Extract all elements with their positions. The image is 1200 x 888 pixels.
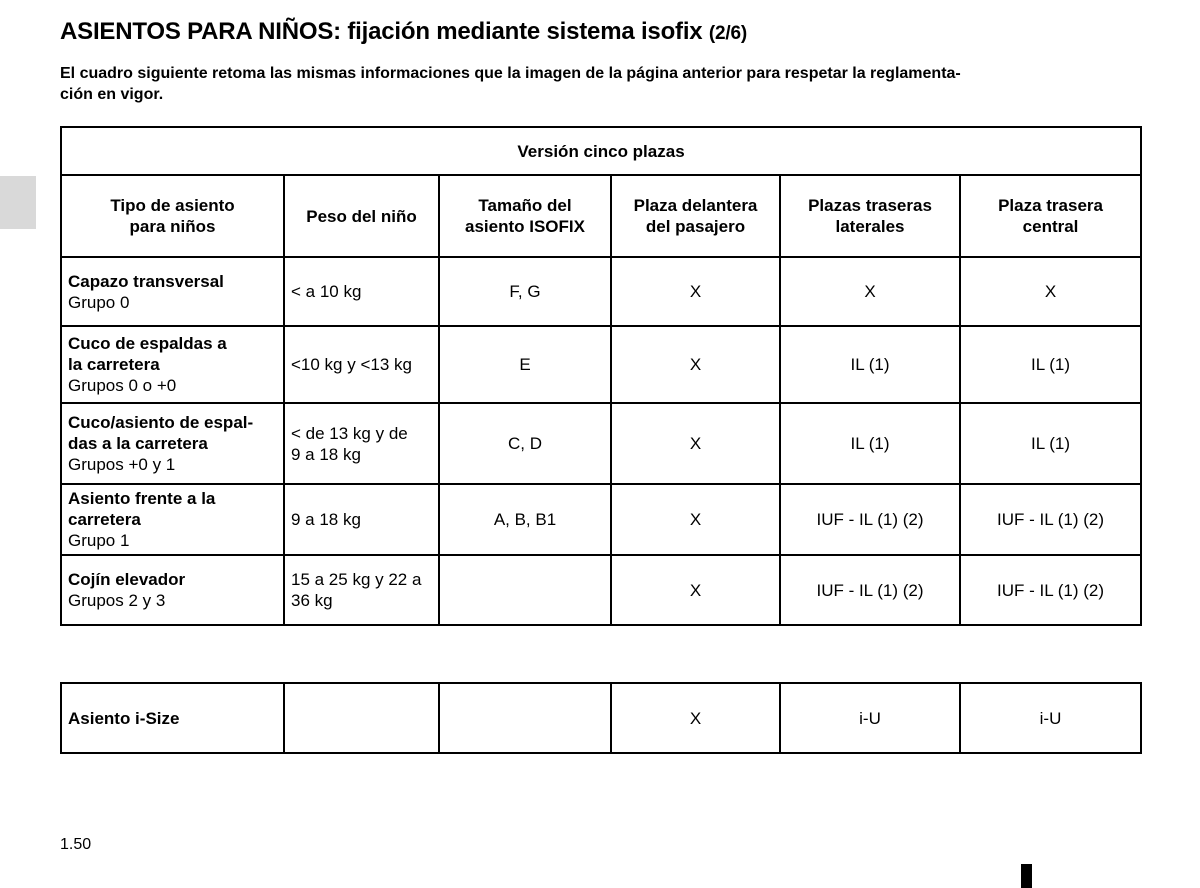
isize-rear-central-cell: i-U	[960, 683, 1141, 753]
seat-type-label: la carretera	[68, 355, 160, 374]
header-line: asiento ISOFIX	[465, 217, 585, 236]
weight-line: 36 kg	[291, 591, 333, 610]
section-tab-marker	[0, 176, 36, 229]
seat-group-label: Grupos +0 y 1	[68, 455, 176, 474]
header-line: del pasajero	[645, 217, 746, 236]
seat-type-cell	[61, 326, 284, 403]
weight-line: 9 a 18 kg	[291, 510, 361, 529]
seat-group-label: Grupos 0 o +0	[68, 376, 177, 395]
header-line: central	[1022, 217, 1079, 236]
child-weight-cell	[284, 326, 439, 403]
seat-group-label: Grupos 2 y 3	[68, 591, 166, 610]
page-edge-mark	[1021, 864, 1032, 888]
seat-type-cell	[61, 484, 284, 555]
seat-group-label: Grupo 1	[68, 531, 130, 550]
isize-rear-lateral-cell: i-U	[780, 683, 960, 753]
weight-line: 15 a 25 kg y 22 a	[291, 570, 422, 589]
header-child-weight	[284, 175, 439, 257]
isofix-compatibility-table	[60, 126, 1142, 626]
rear-lateral-cell: IUF - IL (1) (2)	[780, 555, 960, 625]
header-line: para niños	[129, 217, 216, 236]
rear-lateral-cell: IL (1)	[780, 326, 960, 403]
title-page-indicator: (2/6)	[708, 23, 747, 44]
seat-type-label: das a la carretera	[68, 434, 208, 453]
intro-line-1: El cuadro siguiente retoma las mismas informaciones que la imagen de la página anterior para respetar la reglamenta-	[60, 65, 961, 82]
table-caption: Versión cinco plazas	[61, 127, 1141, 175]
child-weight-cell	[284, 484, 439, 555]
front-passenger-cell: X	[611, 257, 780, 326]
seat-type-cell	[61, 555, 284, 625]
rear-central-cell: IL (1)	[960, 403, 1141, 484]
table-row	[61, 326, 1141, 403]
header-line: Plaza delantera	[633, 196, 758, 215]
rear-central-cell: IL (1)	[960, 326, 1141, 403]
caption-row	[61, 127, 1141, 175]
header-line: Tipo de asiento	[110, 196, 235, 215]
header-row	[61, 175, 1141, 257]
front-passenger-cell: X	[611, 484, 780, 555]
table-row	[61, 257, 1141, 326]
isize-size-cell	[439, 683, 611, 753]
rear-lateral-cell: IUF - IL (1) (2)	[780, 484, 960, 555]
intro-paragraph	[60, 63, 1142, 105]
weight-line: < a 10 kg	[291, 282, 362, 301]
seat-type-label: Cojín elevador	[68, 570, 186, 589]
header-line: Plaza trasera	[998, 196, 1103, 215]
seat-group-label: Grupo 0	[68, 292, 130, 312]
page-title	[60, 18, 747, 46]
header-seat-type	[61, 175, 284, 257]
child-weight-cell	[284, 555, 439, 625]
title-text: ASIENTOS PARA NIÑOS: fijación mediante sistema isofix	[60, 18, 703, 45]
header-front-passenger	[611, 175, 780, 257]
header-line: Plazas traseras	[808, 196, 932, 215]
seat-type-cell	[61, 257, 284, 326]
isize-weight-cell	[284, 683, 439, 753]
front-passenger-cell: X	[611, 326, 780, 403]
rear-central-cell: IUF - IL (1) (2)	[960, 484, 1141, 555]
isofix-size-cell: F, G	[439, 257, 611, 326]
rear-central-cell: X	[960, 257, 1141, 326]
isize-type-cell	[61, 683, 284, 753]
header-rear-lateral	[780, 175, 960, 257]
isize-label: Asiento i-Size	[68, 708, 180, 728]
rear-lateral-cell: X	[780, 257, 960, 326]
table-row	[61, 403, 1141, 484]
page-number: 1.50	[60, 836, 92, 853]
weight-line: < de 13 kg y de	[291, 423, 408, 443]
table-row	[61, 484, 1141, 555]
weight-line: 9 a 18 kg	[291, 444, 361, 464]
seat-type-label: Cuco de espaldas a	[68, 334, 227, 353]
front-passenger-cell: X	[611, 555, 780, 625]
rear-lateral-cell: IL (1)	[780, 403, 960, 484]
seat-type-cell	[61, 403, 284, 484]
weight-line: <10 kg y <13 kg	[291, 355, 412, 374]
seat-type-label: Cuco/asiento de espal-	[68, 413, 254, 432]
isize-row	[61, 683, 1141, 753]
header-line: Peso del niño	[306, 206, 417, 226]
table-row	[61, 555, 1141, 625]
front-passenger-cell: X	[611, 403, 780, 484]
header-isofix-size	[439, 175, 611, 257]
child-weight-cell	[284, 403, 439, 484]
rear-central-cell: IUF - IL (1) (2)	[960, 555, 1141, 625]
isofix-size-cell: A, B, B1	[439, 484, 611, 555]
isofix-size-cell: E	[439, 326, 611, 403]
isofix-size-cell	[439, 555, 611, 625]
header-line: laterales	[835, 217, 905, 236]
intro-line-2: ción en vigor.	[60, 86, 164, 103]
seat-type-label: Asiento frente a la	[68, 489, 216, 508]
child-weight-cell	[284, 257, 439, 326]
seat-type-label: carretera	[68, 510, 141, 529]
isize-table	[60, 682, 1142, 754]
header-rear-central	[960, 175, 1141, 257]
seat-type-label: Capazo transversal	[68, 271, 224, 291]
isize-front-cell: X	[611, 683, 780, 753]
header-line: Tamaño del	[478, 196, 572, 215]
isofix-size-cell: C, D	[439, 403, 611, 484]
